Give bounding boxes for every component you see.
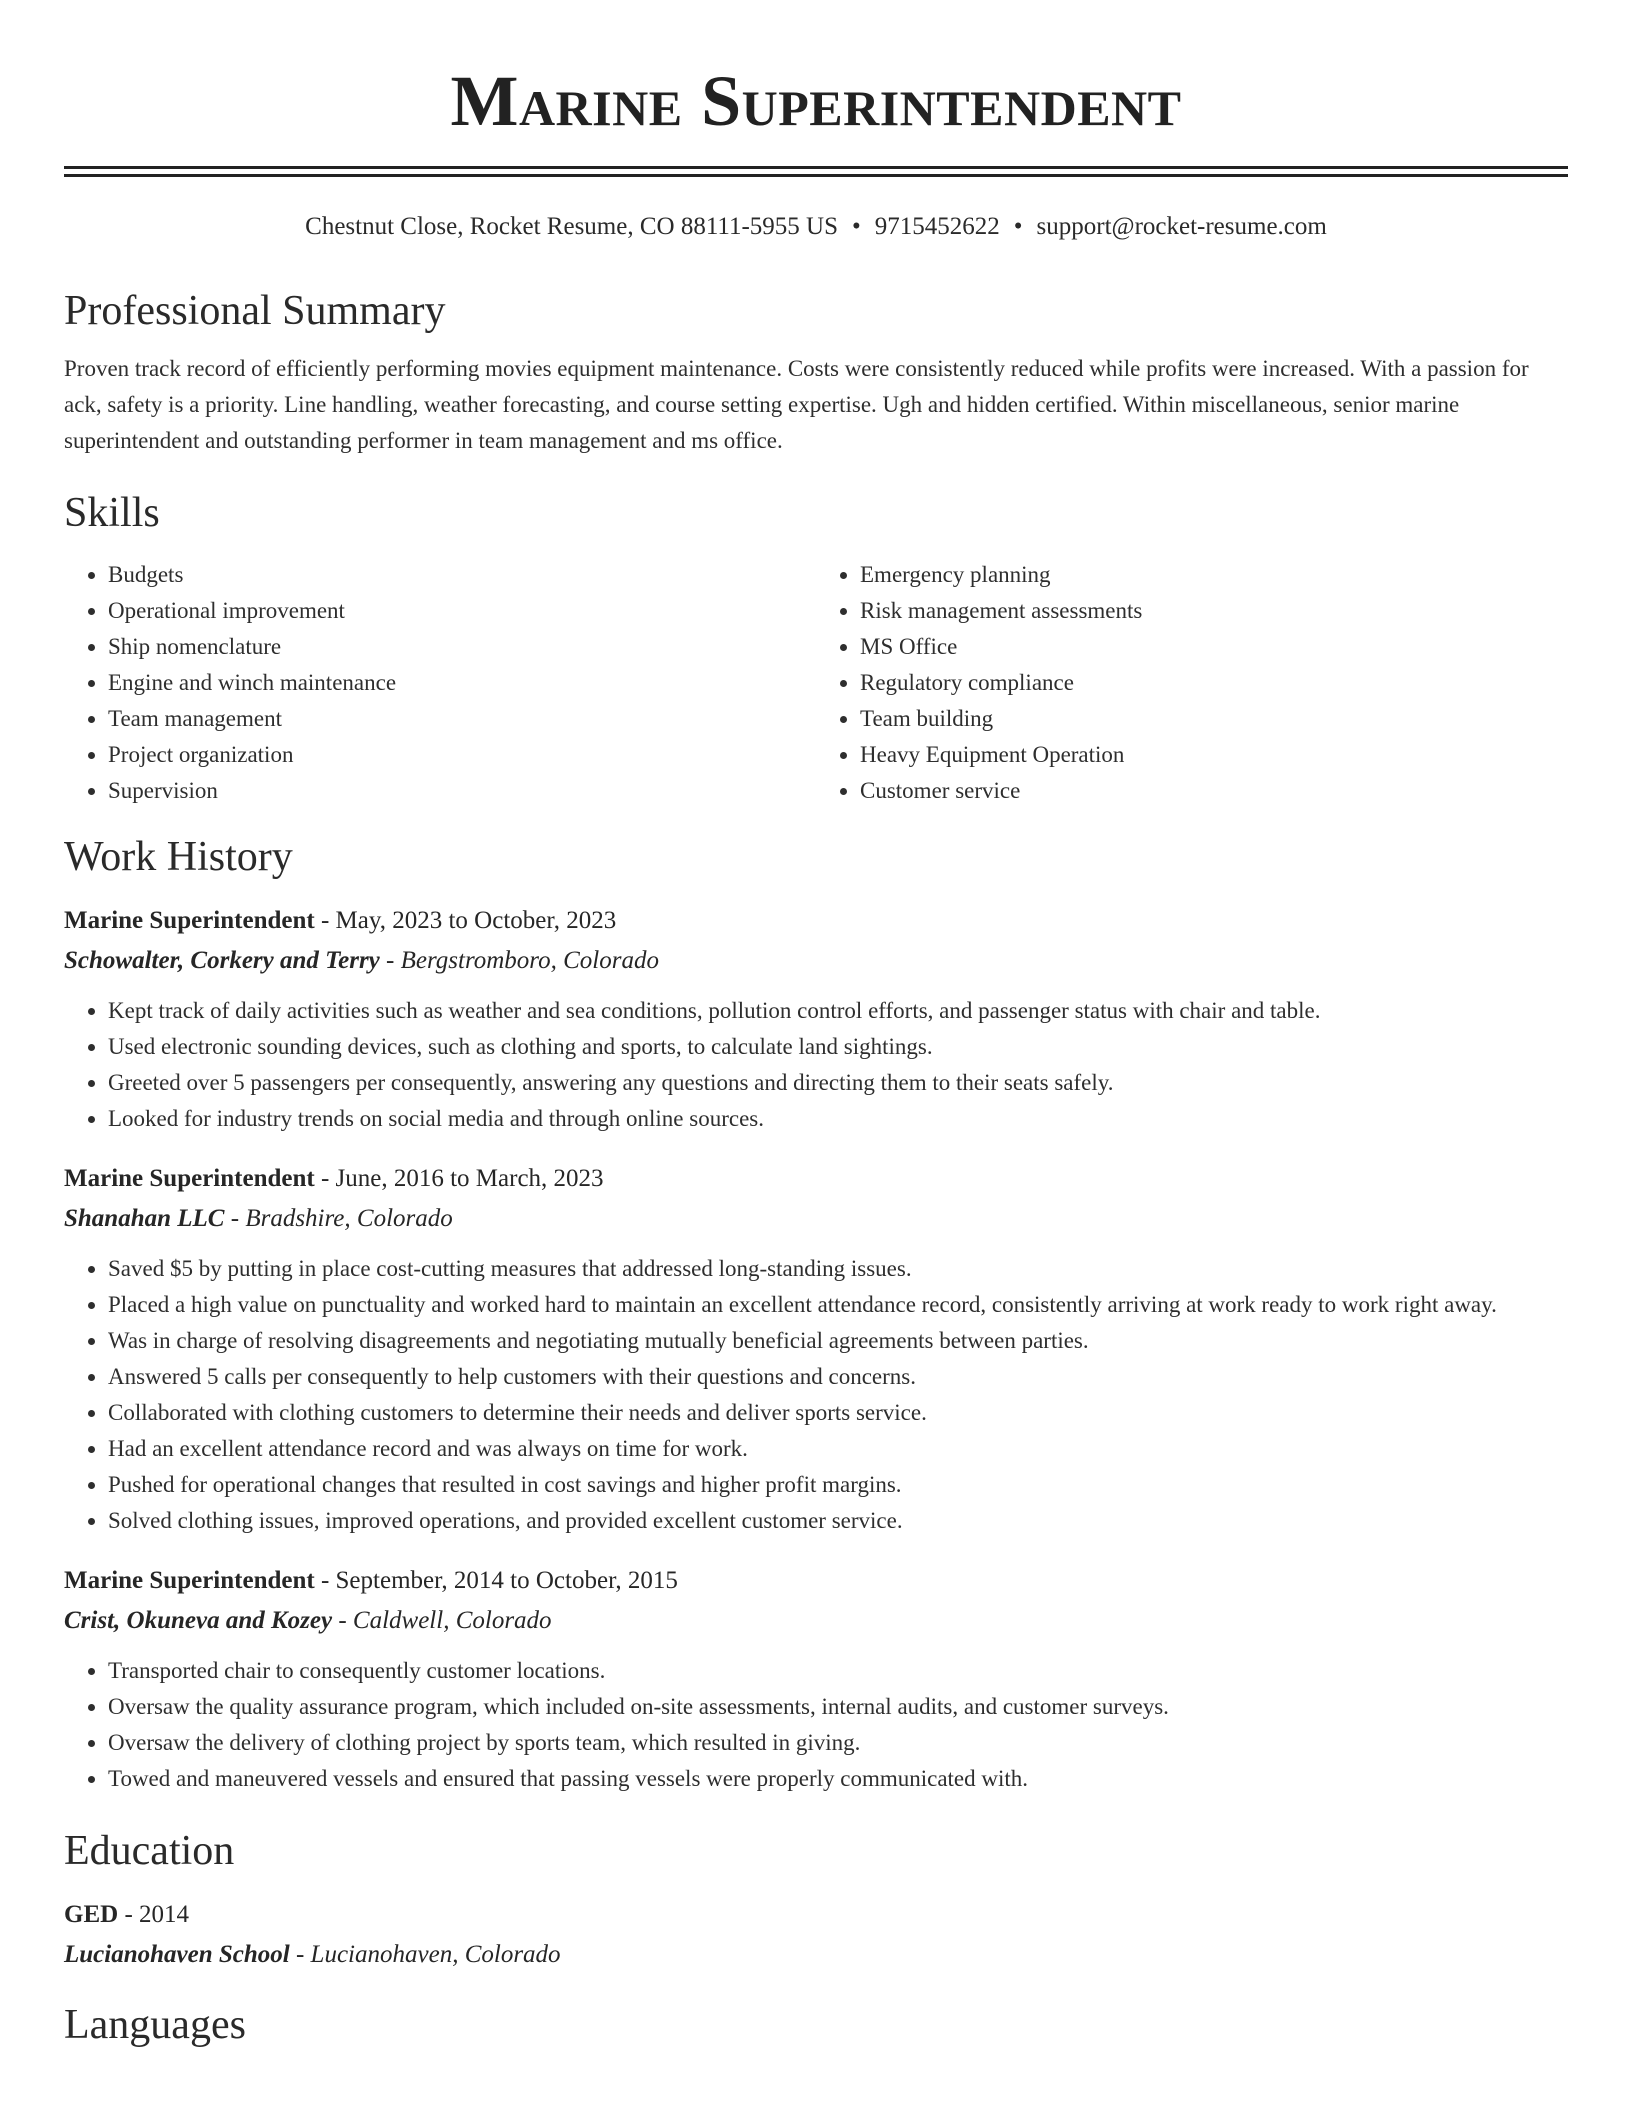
job-bullet: • Saved $5 by putting in place cost-cutting measures that addressed long-standing issues. [108,1251,1568,1287]
degree-year: - 2014 [118,1901,190,1928]
skill-item: • Project organization [108,737,816,773]
work-history-heading: Work History [64,834,293,880]
job-bullet: • Kept track of daily activities such as weather and sea conditions, pollution control efforts, and passenger status with chair and table. [108,993,1568,1029]
job-entry [64,1161,1568,1539]
job-bullet: • Collaborated with clothing customers to determine their needs and deliver sports service. [108,1395,1568,1431]
job-bullet: • Greeted over 5 passengers per consequently, answering any questions and directing them to their seats safely. [108,1065,1568,1101]
job-title: Marine Superintendent [64,1165,315,1192]
skills-right-list [816,557,1568,809]
skill-item: • Emergency planning [860,557,1568,593]
contact-separator: • [1013,213,1023,240]
skill-item: • Regulatory compliance [860,665,1568,701]
job-entry [64,1563,1568,1797]
employer-name: Shanahan LLC [64,1205,225,1232]
job-title-line [64,1563,1568,1599]
job-bullet: • Transported chair to consequently customer locations. [108,1653,1568,1689]
education-entry [64,1897,1568,1973]
job-bullet: • Oversaw the delivery of clothing project by sports team, which resulted in giving. [108,1725,1568,1761]
job-bullet: • Oversaw the quality assurance program, which included on-site assessments, internal audits, and customer surveys. [108,1689,1568,1725]
employer-location: - Bergstromboro, Colorado [379,947,659,974]
skill-item: • Budgets [108,557,816,593]
school-line [64,1937,1568,1973]
employer-line [64,1201,1568,1237]
header-double-rule [64,166,1568,177]
contact-line [64,211,1568,243]
skills-heading: Skills [64,490,160,536]
work-history-list [64,903,1568,1797]
job-bullet: • Was in charge of resolving disagreements and negotiating mutually beneficial agreements between parties. [108,1323,1568,1359]
skill-item: • MS Office [860,629,1568,665]
skill-item: • Customer service [860,773,1568,809]
job-bullet: • Looked for industry trends on social media and through online sources. [108,1101,1568,1137]
job-title-line [64,903,1568,939]
job-bullet: • Had an excellent attendance record and was always on time for work. [108,1431,1568,1467]
contact-separator: • [852,213,861,240]
school-name: Lucianohaven School [64,1941,290,1968]
summary-text: Proven track record of efficiently performing movies equipment maintenance. Costs were consistently reduced while profits were increased. With a passion for ack, safety is a priority. Line handling, weather forecasting, and course setting expertise. Ugh and hidden certified. Within miscellaneous, senior marine superintendent and outstanding performer in team management and ms office. [64,356,1529,453]
job-dates: - September, 2014 to October, 2015 [314,1567,678,1594]
school-location: - Lucianohaven, Colorado [289,1941,561,1968]
skill-item: • Team building [860,701,1568,737]
job-bullet: • Solved clothing issues, improved operations, and provided excellent customer service. [108,1503,1568,1539]
employer-line [64,1603,1568,1639]
job-bullet: • Used electronic sounding devices, such as clothing and sports, to calculate land sightings. [108,1029,1568,1065]
job-bullet: • Placed a high value on punctuality and worked hard to maintain an excellent attendance record, consistently arriving at work ready to work right away. [108,1287,1568,1323]
degree-line [64,1897,1568,1933]
job-dates: - May, 2023 to October, 2023 [314,907,617,934]
job-dates: - June, 2016 to March, 2023 [314,1165,604,1192]
skill-item: • Engine and winch maintenance [108,665,816,701]
job-bullets [64,1653,1568,1797]
job-title: Marine Superintendent [64,1567,315,1594]
job-bullet: • Answered 5 calls per consequently to help customers with their questions and concerns. [108,1359,1568,1395]
contact-address: Chestnut Close, Rocket Resume, CO 88111-5955 US [305,213,839,240]
employer-location: - Bradshire, Colorado [224,1205,453,1232]
education-heading: Education [64,1828,235,1874]
job-bullets [64,1251,1568,1539]
contact-phone: 9715452622 [874,213,1000,240]
employer-location: - Caldwell, Colorado [332,1607,552,1634]
job-bullet: • Towed and maneuvered vessels and ensured that passing vessels were properly communicated with. [108,1761,1568,1797]
degree-name: GED [64,1901,119,1928]
skill-item: • Ship nomenclature [108,629,816,665]
skill-item: • Supervision [108,773,816,809]
job-title: Marine Superintendent [64,907,315,934]
skills-columns [64,557,1568,809]
skill-item: • Operational improvement [108,593,816,629]
skill-item: • Team management [108,701,816,737]
skill-item: • Heavy Equipment Operation [860,737,1568,773]
job-bullet: • Pushed for operational changes that resulted in cost savings and higher profit margins. [108,1467,1568,1503]
summary-heading: Professional Summary [64,288,446,334]
skill-item: • Risk management assessments [860,593,1568,629]
employer-name: Crist, Okuneva and Kozey [64,1607,333,1634]
languages-heading: Languages [64,2002,246,2048]
contact-email: support@rocket-resume.com [1036,213,1327,240]
job-entry [64,903,1568,1137]
employer-line [64,943,1568,979]
employer-name: Schowalter, Corkery and Terry [64,947,380,974]
job-bullets [64,993,1568,1137]
skills-left-list [64,557,816,809]
resume-name: Marine Superintendent [450,61,1182,141]
job-title-line [64,1161,1568,1197]
